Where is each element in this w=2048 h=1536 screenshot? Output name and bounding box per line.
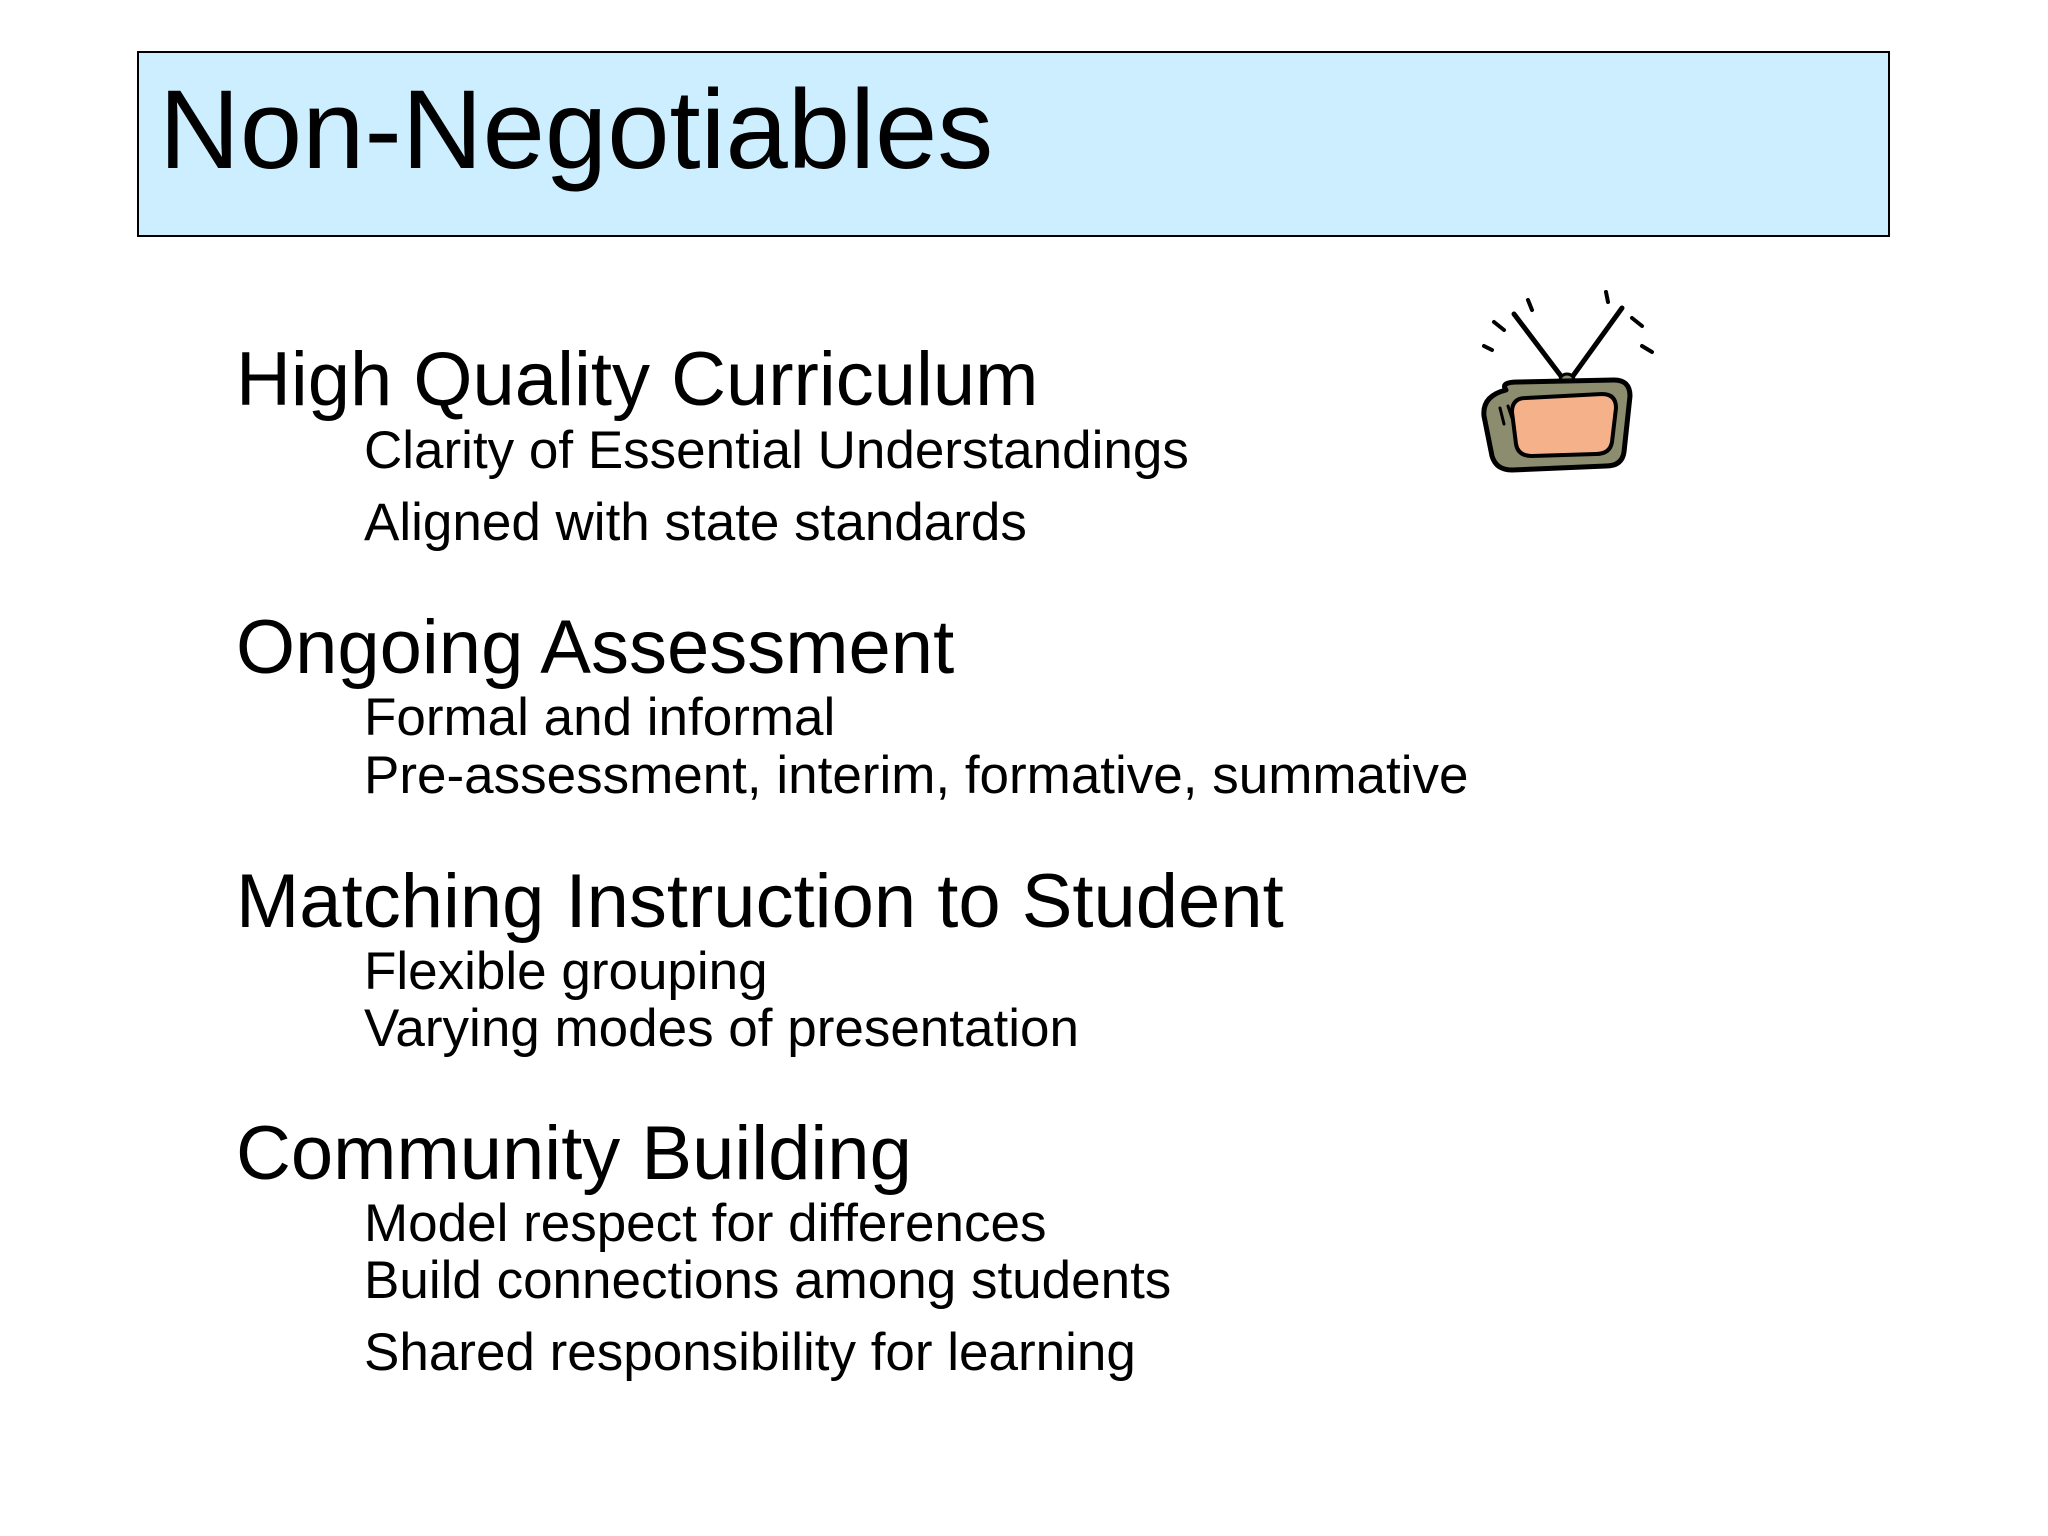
section-heading-community: Community Building	[236, 1111, 912, 1196]
section-item: Flexible grouping	[364, 942, 768, 1001]
section-heading-assessment: Ongoing Assessment	[236, 605, 955, 690]
section-item: Formal and informal	[364, 688, 836, 747]
section-item: Model respect for differences	[364, 1194, 1047, 1253]
section-item: Varying modes of presentation	[364, 999, 1079, 1058]
section-item: Shared responsibility for learning	[364, 1323, 1136, 1382]
section-heading-instruction: Matching Instruction to Student	[236, 859, 1284, 944]
slide-title: Non-Negotiables	[159, 67, 994, 192]
section-item: Build connections among students	[364, 1251, 1172, 1310]
section-item: Aligned with state standards	[364, 493, 1027, 552]
title-box	[137, 51, 1890, 237]
section-item: Pre-assessment, interim, formative, summative	[364, 746, 1469, 805]
section-heading-curriculum: High Quality Curriculum	[236, 337, 1039, 422]
television-icon	[1470, 284, 1660, 484]
section-item: Clarity of Essential Understandings	[364, 421, 1189, 480]
